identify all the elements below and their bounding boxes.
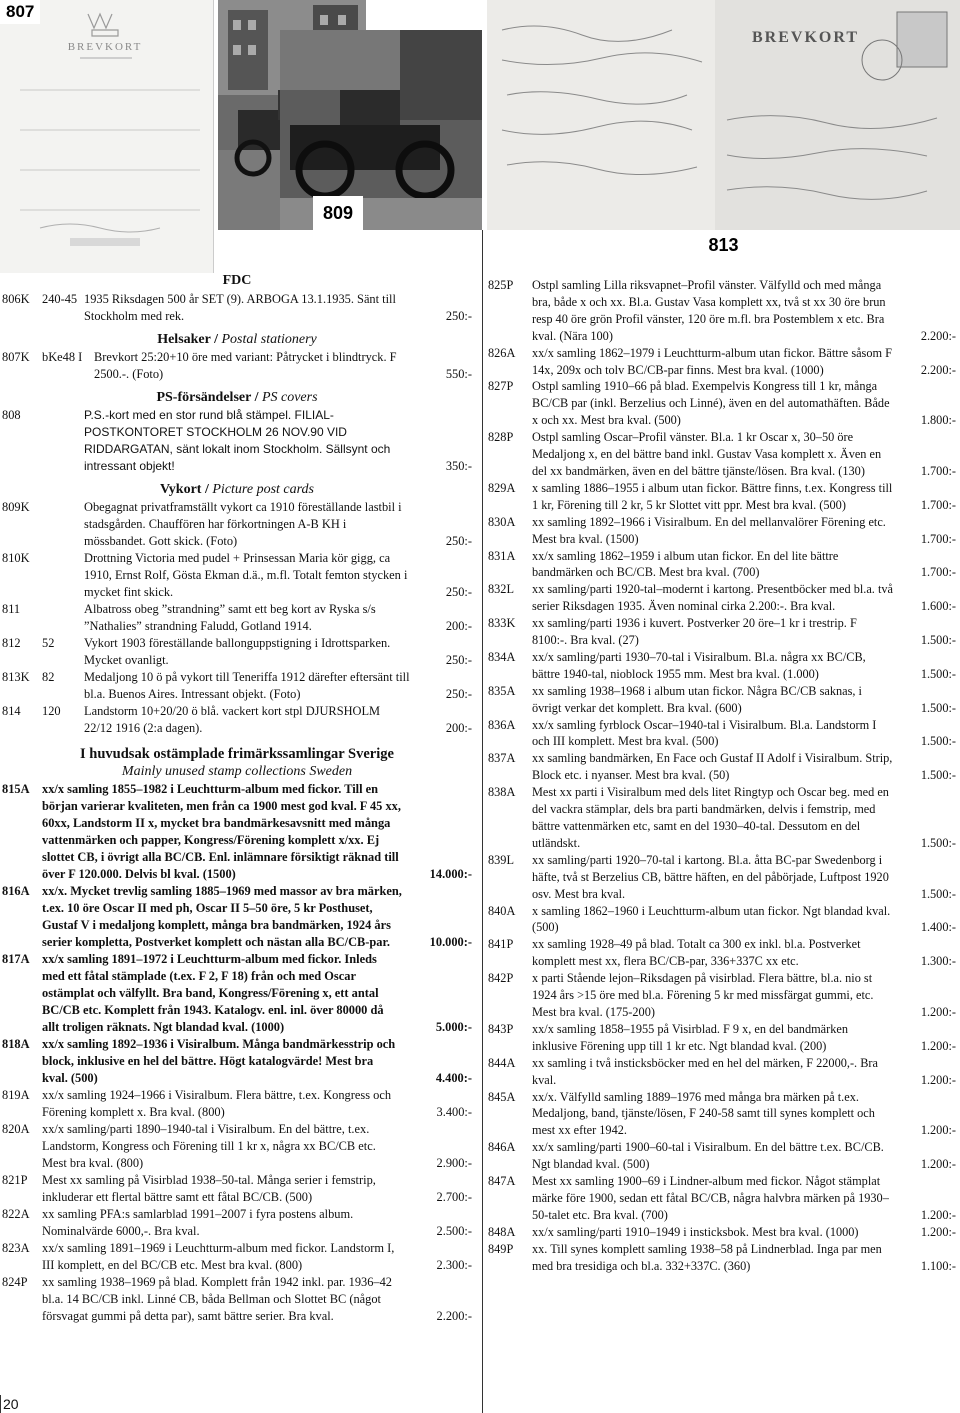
lot-number: 849P <box>488 1241 514 1256</box>
truck-photo-closeup <box>280 30 482 230</box>
lot-description: Mest xx parti i Visiralbum med dels litet Ringtyp och Oscar beg. med en del vackra stämplar, dels bra parti bandmärken, delvis i femstrip, med bättre vattenmärken etc, samt en del 1930–40-tal. Dessutom en del utländskt. <box>532 785 889 850</box>
lot-price: 1.200:- <box>920 1224 956 1239</box>
lot-number: 833K <box>488 616 516 631</box>
lot-row <box>2 407 472 475</box>
lot-description: xx/x samling 1862–1979 i Leuchtturm-album utan fickor. Bättre såsom F 14x, 209x och tolv BC/CB-par finns. Mest bra kval. (1000) <box>532 345 892 377</box>
lot-price: 1.400:- <box>920 920 956 935</box>
lot-row <box>488 903 956 937</box>
lot-number: 817A <box>2 952 30 966</box>
lot-813-postcard-image <box>487 0 960 230</box>
lot-description: Mest xx samling 1900–69 i Lindner-album med fickor. Något stämplat märke före 1900, sedan ett fåtal BC/CB, några halvbra märken på 1930–50-talet etc. Bra kval. (700) <box>532 1174 889 1222</box>
lot-number: 832L <box>488 582 514 597</box>
page-number: 20 <box>3 1396 19 1412</box>
lot-row <box>488 615 956 649</box>
left-column-divider <box>0 1395 1 1413</box>
lot-number: 807K <box>2 350 30 364</box>
lot-row <box>488 514 956 548</box>
lot-description: xx samling bandmärken, En Face och Gustaf II Adolf i Visiralbum. Strip, Block etc. i nyanser. Mest bra kval. (50) <box>532 751 893 783</box>
lot-row <box>2 499 472 550</box>
lot-number: 811 <box>2 602 21 616</box>
lot-row <box>2 781 472 883</box>
lot-row <box>488 936 956 970</box>
lot-price: 1.700:- <box>920 531 956 546</box>
lot-number: 813K <box>2 670 30 684</box>
lot-description: xx/x samling 1891–1972 i Leuchtturm-album med fickor. Inleds med ett fåtal stämplade (t.ex. F 2, F 18) från och med Oscar ostämplat och välfyllt. Bra band, Kongress/Förening x, ett antal BC/CB etc. Komplett från 1943. Katalogv. enl. inl. över 80000 då allt troligen räknats. Ngt blandad kval. (1000) <box>42 952 384 1034</box>
lot-number: 841P <box>488 937 514 952</box>
right-column-divider <box>482 230 483 1413</box>
lot-row <box>488 378 956 429</box>
left-column <box>2 272 472 1325</box>
lot-number: 823A <box>2 1241 30 1255</box>
lot-row <box>488 1224 956 1241</box>
lot-description: xx samling/parti 1920-tal–modernt i kartong. Presentböcker med bl.a. två serier Riksdagen 1935. Även nominal cirka 2.200:-. Bra kval. <box>532 582 893 614</box>
lot-price: 1.200:- <box>920 1157 956 1172</box>
lot-number: 840A <box>488 903 516 918</box>
lot-price: 2.200:- <box>436 1309 472 1323</box>
lot-row <box>488 1139 956 1173</box>
lot-catalog <box>42 407 84 475</box>
lot-number: 829A <box>488 480 516 495</box>
lot-row <box>488 683 956 717</box>
vykort-title: Vykort <box>159 482 202 497</box>
postcard-807-title: BREVKORT <box>67 41 143 53</box>
section-header-helsaker: Helsaker / Postal stationery <box>157 332 317 347</box>
lot-description: x samling 1886–1955 i album utan fickor. Bättre finns, t.ex. Kongress till 1 kr, Förening till 2 kr, 5 kr Slottet vitt ppr. Mest bra kval. (500) <box>532 480 893 512</box>
lot-description: xx/x samling/parti 1910–1949 i insticksbok. Mest bra kval. (1000) <box>532 1224 859 1239</box>
lot-number: 827P <box>488 379 514 394</box>
lot-row <box>2 1274 472 1325</box>
lot-catalog <box>42 499 84 550</box>
lot-description: Obegagnat privatframställt vykort ca 1910 föreställande lastbil i stadsgården. Chauffören har förkortningen A-B KH i mössbandet. Gott skick. (Foto) <box>84 500 402 548</box>
lot-number: 839L <box>488 852 514 867</box>
lot-row <box>2 601 472 635</box>
lot-number: 828P <box>488 430 514 445</box>
lot-row <box>488 581 956 615</box>
lot-row <box>2 883 472 951</box>
lot-description: xx samling/parti 1936 i kuvert. Postverker 20 öre–1 kr i trestrip. F 8100:-. Bra kval. (27) <box>532 616 857 648</box>
helsaker-english: Postal stationery <box>221 332 317 347</box>
lot-row <box>2 1087 472 1121</box>
lot-price: 2.200:- <box>920 328 956 343</box>
lot-price: 1.500:- <box>920 734 956 749</box>
lot-row <box>2 951 472 1036</box>
section-header-vykort: Vykort / Picture post cards <box>159 482 314 497</box>
lot-row <box>488 345 956 379</box>
lot-row <box>2 635 472 669</box>
lot-catalog: bKe48 I <box>42 350 83 364</box>
lot-number: 809K <box>2 500 30 514</box>
lot-number: 821P <box>2 1173 28 1187</box>
lot-description: xx/x samling 1924–1966 i Visiralbum. Flera bättre, t.ex. Kongress och Förening komplett x. Bra kval. (800) <box>42 1088 392 1119</box>
lot-number: 814 <box>2 704 21 718</box>
lot-number: 845A <box>488 1089 516 1104</box>
lot-description: xx samling i två insticksböcker med en hel del märken, F 22000,-. Bra kval. <box>532 1055 878 1087</box>
lot-number: 822A <box>2 1207 30 1221</box>
lot-catalog: 52 <box>42 636 55 650</box>
lot-price: 200:- <box>445 619 472 633</box>
lot-807-postcard-image <box>0 0 214 273</box>
lot-row <box>2 1240 472 1274</box>
lot-description: Ostpl samling Oscar–Profil vänster. Bl.a. 1 kr Oscar x, 30–50 öre Medaljong x, en del bättre band inkl. Gustav Vasa komplett x. Även en del xx bandmärken, även en del bättre tjänste/lösen. Bra kval. (130) <box>532 430 882 478</box>
lot-809-photo-dark <box>280 30 482 230</box>
lot-price: 5.000:- <box>435 1020 472 1034</box>
lot-price: 250:- <box>445 653 472 667</box>
lot-description: xx/x samling/parti 1930–70-tal i Visiralbum. Bl.a. några xx BC/CB, bättre 1940-tal, nioblock 1955 mm. Mest bra kval. (1.000) <box>532 649 866 681</box>
lot-row <box>2 1206 472 1240</box>
lot-description: P.S.-kort med en stor rund blå stämpel. FILIAL-POSTKONTORET STOCKHOLM 26 NOV.90 VID RIDDARGATAN, sänt lokalt inom Stockholm. Sällsynt och intressant objekt! <box>84 408 391 473</box>
lot-number: 830A <box>488 514 516 529</box>
lot-description: xx samling 1892–1966 i Visiralbum. En del mellanvalörer Förening etc. Mest bra kval. (1500) <box>532 514 886 546</box>
lot-number: 842P <box>488 971 514 986</box>
lot-row <box>488 970 956 1021</box>
lot-description: Albatross obeg ”strandning” samt ett beg kort av Ryska s/s ”Nathalies” strandning Faludd, Gotland 1914. <box>84 602 376 633</box>
lot-number: 815A <box>2 782 30 796</box>
lot-price: 1.700:- <box>920 497 956 512</box>
lot-number: 843P <box>488 1021 514 1036</box>
lot-number: 819A <box>2 1088 30 1102</box>
lot-number: 826A <box>488 345 516 360</box>
lot-price: 250:- <box>445 585 472 599</box>
lot-number: 810K <box>2 551 30 565</box>
lot-row <box>488 852 956 903</box>
lot-price: 250:- <box>445 534 472 548</box>
section-header-ps: PS-försändelser / PS covers <box>156 390 318 405</box>
lot-price: 250:- <box>445 309 472 323</box>
lot-description: xx samling 1938–1969 på blad. Komplett från 1942 inkl. par. 1936–42 bl.a. 14 BC/CB inkl. Linné CB, båda Bellman och Slottet BC (något försvagat gummi på detta par), samt bättre serier. Bra kval. <box>42 1275 392 1323</box>
lot-description: Medaljong 10 ö på vykort till Teneriffa 1912 därefter eftersänt till bl.a. Buenos Aires. Intressant objekt. (Foto) <box>84 670 410 701</box>
lot-row <box>488 480 956 514</box>
lot-row <box>488 784 956 852</box>
lot-description: Mest xx samling på Visirblad 1938–50-tal. Många serier i femstrip, inkluderar ett flertal bättre samt ett fåtal BC/CB. (500) <box>42 1173 376 1204</box>
lot-price: 1.500:- <box>920 700 956 715</box>
lot-number: 825P <box>488 278 514 292</box>
lot-number: 820A <box>2 1122 30 1136</box>
lot-price: 1.500:- <box>920 768 956 783</box>
lot-price: 1.300:- <box>920 954 956 969</box>
lot-row <box>488 750 956 784</box>
lot-number: 812 <box>2 636 21 650</box>
lot-description: xx/x. Välfylld samling 1889–1976 med många bra märken på t.ex. Medaljong, band, tjänste/lösen, F 240-58 samt till synes komplett och mest xx efter 1942. <box>532 1089 875 1138</box>
fdc-lots <box>2 291 472 325</box>
lot-number: 818A <box>2 1037 30 1051</box>
lot-price: 2.700:- <box>436 1190 472 1204</box>
lot-description: x samling 1862–1960 i Leuchtturm-album utan fickor. Ngt blandad kval. (500) <box>532 903 891 935</box>
lot-catalog <box>42 550 84 601</box>
lot-row <box>2 703 472 737</box>
lot-description: xx samling 1928–49 på blad. Totalt ca 300 ex inkl. bl.a. Postverket komplett mest xx, flera BC/CB-par, 336+337C xx etc. <box>532 937 861 969</box>
lot-row <box>2 291 472 325</box>
lot-price: 1.600:- <box>920 599 956 614</box>
lot-number: 831A <box>488 548 516 563</box>
lot-row <box>488 277 956 345</box>
lot-number: 838A <box>488 785 516 800</box>
lot-catalog: 120 <box>42 704 61 718</box>
section-header-collections: I huvudsak ostämplade frimärkssamlingar Sverige <box>80 746 394 762</box>
lot-price: 350:- <box>445 459 472 473</box>
lot-price: 250:- <box>445 687 472 701</box>
lot-description: Drottning Victoria med pudel + Prinsessan Maria kör gigg, ca 1910, Ernst Rolf, Gösta Ekman d.ä., m.fl. Totalt femton stycken i mycket fint skick. <box>84 551 408 599</box>
lot-row <box>488 1173 956 1224</box>
lot-price: 200:- <box>445 721 472 735</box>
lot-number: 835A <box>488 683 516 698</box>
lot-price: 550:- <box>445 367 472 381</box>
lot-number: 846A <box>488 1140 516 1155</box>
vykort-lots <box>2 499 472 737</box>
lot-description: Brevkort 25:20+10 öre med variant: Påtrycket i blindtryck. F 2500.-. (Foto) <box>94 350 397 381</box>
lot-row <box>2 550 472 601</box>
lot-description: Landstorm 10+20/20 ö blå. vackert kort stpl DJURSHOLM 22/12 1916 (2:a dagen). <box>84 704 381 735</box>
lot-price: 2.900:- <box>436 1156 472 1170</box>
lot-row <box>488 649 956 683</box>
lot-number: 844A <box>488 1055 516 1070</box>
lot-description: xx samling 1938–1968 i album utan fickor. Några BC/CB saknas, i övrigt verkar det komplett. Bra kval. (600) <box>532 683 862 715</box>
lot-number: 848A <box>488 1224 516 1239</box>
lot-number: 836A <box>488 717 516 732</box>
postcard-813-title: BREVKORT <box>752 29 860 46</box>
lot-price: 10.000:- <box>429 935 472 949</box>
lot-price: 1.200:- <box>920 1072 956 1087</box>
lot-price: 14.000:- <box>429 867 472 881</box>
lot-price: 1.500:- <box>920 633 956 648</box>
lot-number: 824P <box>2 1275 28 1289</box>
lot-price: 1.700:- <box>920 565 956 580</box>
ps-english: PS covers <box>261 390 318 405</box>
lot-number: 806K <box>2 292 30 306</box>
lot-price: 3.400:- <box>436 1105 472 1119</box>
lot-price: 1.200:- <box>920 1004 956 1019</box>
lot-row <box>488 1021 956 1055</box>
collection-lots <box>2 781 472 1325</box>
lot-catalog <box>42 601 84 635</box>
lot-price: 1.100:- <box>920 1258 956 1273</box>
lot-809-label: 809 <box>313 196 363 230</box>
lot-description: xx/x. Mycket trevlig samling 1885–1969 med massor av bra märken, t.ex. 10 öre Oscar II med ph, Oscar II 5–50 öre, 5 kr Posthuset, Gustaf V i medaljong komplett, många bra bandmärken, 1924 års serier kompletta, Postverket komplett och nästan alla BC/CB-par. <box>42 884 402 949</box>
lot-row <box>488 1055 956 1089</box>
postcard-807-drawing <box>0 0 213 273</box>
lot-description: xx/x samling 1891–1969 i Leuchtturm-album med fickor. Landstorm I, III komplett, en del BC/CB etc. Mest bra kval. (800) <box>42 1241 395 1272</box>
lot-row <box>488 717 956 751</box>
ps-title: PS-försändelser <box>156 390 252 405</box>
lot-number: 808 <box>2 408 21 422</box>
lot-description: 1935 Riksdagen 500 år SET (9). ARBOGA 13.1.1935. Sänt till Stockholm med rek. <box>84 292 396 323</box>
lot-description: xx/x samling 1855–1982 i Leuchtturm-album med fickor. Till en början varierar kvaliteten, men från ca 1900 mest god kval. F 45 xx, 60xx, Landstorm II x, mycket bra bandmärkesavsnitt med många vattenmärken och papper, Kongress/Förening komplett x/xx. Ej slottet CB, i övrigt alla BC/CB. Enl. inlämnare försiktigt räknad till över F 120.000. Delvis bl kval. (1500) <box>42 782 401 881</box>
lot-description: Vykort 1903 föreställande ballonguppstigning i Idrottsparken. Mycket ovanligt. <box>84 636 391 667</box>
lot-description: x parti Stående lejon–Riksdagen på visirblad. Flera bättre, bl.a. nio st 1924 års >15 öre med bl.a. Förening 5 kr med missfärgat gummi, etc. Mest bra kval. (175-200) <box>532 971 874 1019</box>
lot-row <box>488 1241 956 1275</box>
section-header-fdc: FDC <box>222 273 252 288</box>
lot-description: Ostpl samling 1910–66 på blad. Exempelvis Kongress till 1 kr, många BC/CB par (inkl. Berzelius och Linné), även en del automathäften. Både x och xx. Mest bra kval. (500) <box>532 379 890 428</box>
lot-catalog: 240-45 <box>42 292 78 306</box>
helsaker-title: Helsaker <box>157 332 211 347</box>
lot-row <box>488 429 956 480</box>
lot-description: xx/x samling 1858–1955 på Visirblad. F 9 x, en del bandmärken inklusive Förening upp till 1 kr etc. Ngt blandad kval. (200) <box>532 1021 848 1053</box>
lot-description: xx/x samling 1892–1936 i Visiralbum. Många bandmärkesstrip och block, inklusive en hel del bättre. Högt katalogvärde! Mest bra kval. (500) <box>42 1037 396 1085</box>
lot-description: xx. Till synes komplett samling 1938–58 på Lindnerblad. Inga par men med bra tresidiga och bl.a. 332+337C. (360) <box>532 1241 882 1273</box>
lot-description: xx/x samling/parti 1890–1940-tal i Visiralbum. En del bättre, t.ex. Landstorm, Kongress och Förening till 1 kr x, några xx BC/CB etc. Mest bra kval. (800) <box>42 1122 376 1170</box>
lot-price: 1.500:- <box>920 886 956 901</box>
lot-number: 837A <box>488 751 516 766</box>
postcard-813-drawing <box>487 0 960 230</box>
lot-price: 2.200:- <box>920 362 956 377</box>
right-column <box>488 277 956 1274</box>
lot-price: 1.700:- <box>920 463 956 478</box>
lot-price: 1.200:- <box>920 1207 956 1222</box>
lot-price: 1.200:- <box>920 1038 956 1053</box>
lot-description: xx/x samling/parti 1900–60-tal i Visiralbum. En del bättre t.ex. BC/CB. Ngt blandad kval. (500) <box>532 1140 884 1172</box>
lot-catalog: 82 <box>42 670 55 684</box>
lot-number: 847A <box>488 1174 516 1189</box>
lot-price: 4.400:- <box>435 1071 472 1085</box>
lot-price: 2.500:- <box>436 1224 472 1238</box>
lot-row <box>488 1089 956 1140</box>
lot-price: 1.200:- <box>920 1123 956 1138</box>
lot-price: 1.500:- <box>920 666 956 681</box>
vykort-english: Picture post cards <box>212 482 314 497</box>
lot-row <box>2 349 472 383</box>
lot-row <box>2 1036 472 1087</box>
section-subheader-collections: Mainly unused stamp collections Sweden <box>121 764 353 779</box>
lot-description: xx/x samling 1862–1959 i album utan fickor. En del lite bättre bandmärken och BC/CB. Mest bra kval. (700) <box>532 548 839 580</box>
lot-description: Ostpl samling Lilla riksvapnet–Profil vänster. Välfylld och med många bra, både x och xx. Bl.a. Gustav Vasa komplett xx, två st xx 30 öre brun resp 40 öre grön Profil vänster, 120 öre m.fl. bra Postemblem x etc. Bra kval. (Nära 100) <box>532 278 886 343</box>
lot-price: 1.500:- <box>920 835 956 850</box>
lot-price: 1.800:- <box>920 413 956 428</box>
lot-description: xx samling/parti 1920–70-tal i kartong. Bl.a. åtta BC-par Swedenborg i häfte, två st Berzelius CB, bättre häften, en del påbörjade, Luftpost 1920 osv. Mest bra kval. <box>532 852 889 901</box>
lot-row <box>2 1121 472 1172</box>
lot-row <box>2 1172 472 1206</box>
lot-description: xx samling PFA:s samlarblad 1991–2007 i fyra postens album. Nominalvärde 6000,-. Bra kval. <box>42 1207 354 1238</box>
lot-807-label: 807 <box>0 0 40 24</box>
lot-number: 816A <box>2 884 30 898</box>
lot-813-label: 813 <box>487 230 960 260</box>
lot-row <box>2 669 472 703</box>
lot-description: xx/x samling fyrblock Oscar–1940-tal i Visiralbum. Bl.a. Landstorm I och III komplett. Mest bra kval. (500) <box>532 717 877 749</box>
lot-price: 2.300:- <box>436 1258 472 1272</box>
lot-row <box>488 548 956 582</box>
lot-number: 834A <box>488 649 516 664</box>
